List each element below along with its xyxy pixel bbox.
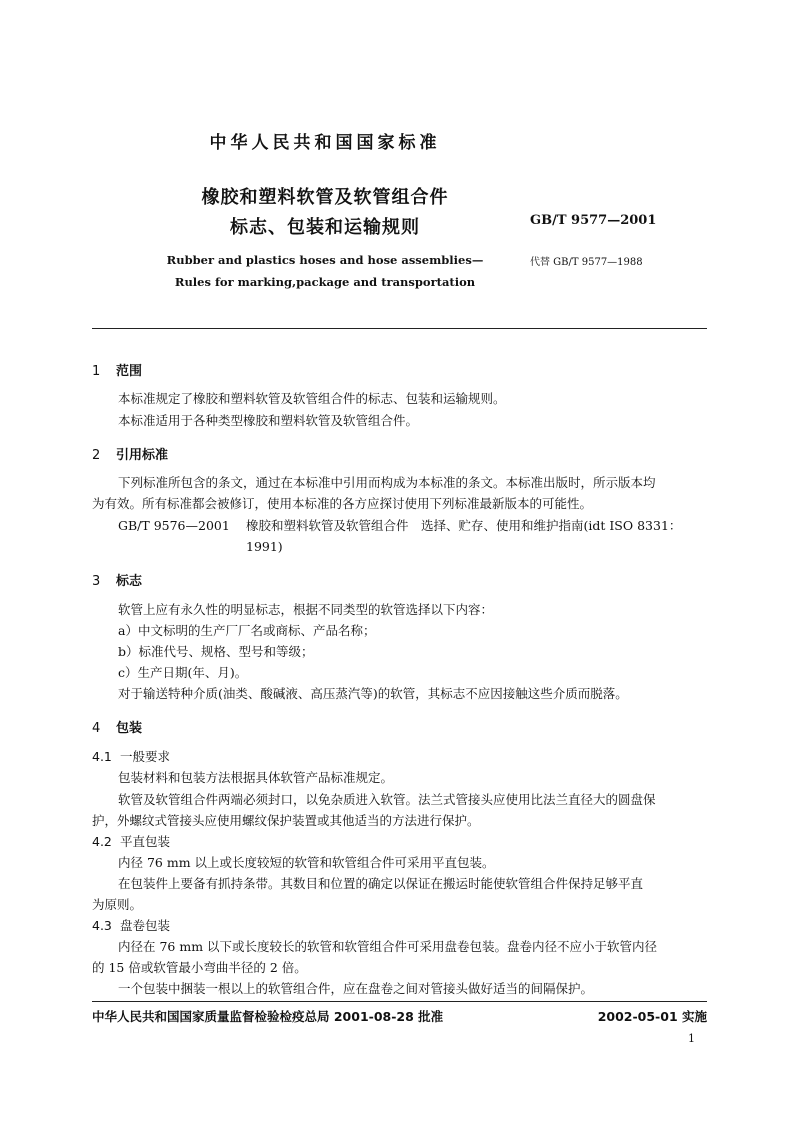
paragraph: 本标准适用于各种类型橡胶和塑料软管及软管组合件。	[118, 413, 419, 428]
footer-divider	[92, 1001, 707, 1002]
reference-code: GB/T 9576—2001	[118, 518, 230, 533]
document-title-cn-line1: 橡胶和塑料软管及软管组合件	[201, 187, 449, 208]
paragraph: 下列标准所包含的条文，通过在本标准中引用而构成为本标准的条文。本标准出版时，所示版本均	[118, 475, 656, 490]
section-title: 标志	[116, 574, 143, 589]
paragraph: 内径在 76 mm 以下或长度较长的软管和软管组合件可采用盘卷包装。盘卷内径不应小于软管内径	[118, 939, 658, 954]
paragraph: 为原则。	[92, 897, 143, 912]
reference-title: 橡胶和塑料软管及软管组合件 选择、贮存、使用和维护指南(idt ISO 8331：	[246, 518, 682, 533]
paragraph: 的 15 倍或软管最小弯曲半径的 2 倍。	[92, 960, 307, 975]
list-item: b）标准代号、规格、型号和等级；	[118, 644, 314, 659]
list-item: a）中文标明的生产厂厂名或商标、产品名称；	[118, 623, 376, 638]
section-title: 包装	[116, 721, 143, 736]
paragraph: 对于输送特种介质(油类、酸碱液、高压蒸汽等)的软管，其标志不应因接触这些介质而脱落。	[118, 686, 628, 701]
subsection-heading-4-1	[92, 747, 170, 766]
section-heading-1	[92, 360, 142, 379]
subsection-heading-4-3	[92, 916, 170, 935]
section-number: 1	[92, 364, 101, 379]
subsection-heading-4-2	[92, 832, 170, 851]
section-title: 引用标准	[116, 448, 169, 463]
subsection-number: 4.1	[92, 749, 112, 764]
paragraph: 包装材料和包装方法根据具体软管产品标准规定。	[118, 770, 394, 785]
paragraph: 本标准规定了橡胶和塑料软管及软管组合件的标志、包装和运输规则。	[118, 391, 506, 406]
document-title-en-line1: Rubber and plastics hoses and hose assemblies—	[166, 253, 484, 267]
implementation-date: 2002-05-01 实施	[597, 1009, 707, 1024]
paragraph: 在包装件上要备有抓持条带。其数目和位置的确定以保证在搬运时能使软管组合件保持足够平直	[118, 876, 644, 891]
document-title-en-line2: Rules for marking,package and transportation	[174, 275, 476, 289]
paragraph: 软管及软管组合件两端必须封口，以免杂质进入软管。法兰式管接头应使用比法兰直径大的圆盘保	[118, 792, 656, 807]
section-heading-3	[92, 570, 142, 589]
header-divider	[92, 328, 707, 329]
subsection-number: 4.3	[92, 918, 112, 933]
replaces-standard: 代替 GB/T 9577—1988	[530, 257, 643, 268]
reference-year: 1991)	[246, 539, 283, 554]
subsection-title: 一般要求	[120, 749, 171, 764]
subsection-number: 4.2	[92, 834, 112, 849]
standard-code: GB/T 9577—2001	[530, 213, 657, 228]
section-heading-2	[92, 444, 168, 463]
paragraph: 软管上应有永久性的明显标志，根据不同类型的软管选择以下内容：	[118, 602, 494, 617]
section-number: 4	[92, 721, 101, 736]
subsection-title: 平直包装	[120, 834, 171, 849]
list-item: c）生产日期(年、月)。	[118, 665, 248, 680]
section-heading-4	[92, 717, 142, 736]
paragraph: 为有效。所有标准都会被修订，使用本标准的各方应探讨使用下列标准最新版本的可能性。	[92, 496, 593, 511]
paragraph: 护，外螺纹式管接头应使用螺纹保护装置或其他适当的方法进行保护。	[92, 813, 480, 828]
subsection-title: 盘卷包装	[120, 918, 171, 933]
paragraph: 内径 76 mm 以上或长度较短的软管和软管组合件可采用平直包装。	[118, 855, 495, 870]
section-number: 2	[92, 448, 101, 463]
approval-statement: 中华人民共和国国家质量监督检验检疫总局 2001-08-28 批准	[92, 1009, 444, 1024]
issuing-org: 中华人民共和国国家标准	[209, 133, 441, 153]
paragraph: 一个包装中捆装一根以上的软管组合件，应在盘卷之间对管接头做好适当的间隔保护。	[118, 981, 594, 996]
page-number: 1	[688, 1032, 695, 1045]
document-title-cn-line2: 标志、包装和运输规则	[230, 217, 420, 238]
section-number: 3	[92, 574, 101, 589]
section-title: 范围	[116, 364, 143, 379]
